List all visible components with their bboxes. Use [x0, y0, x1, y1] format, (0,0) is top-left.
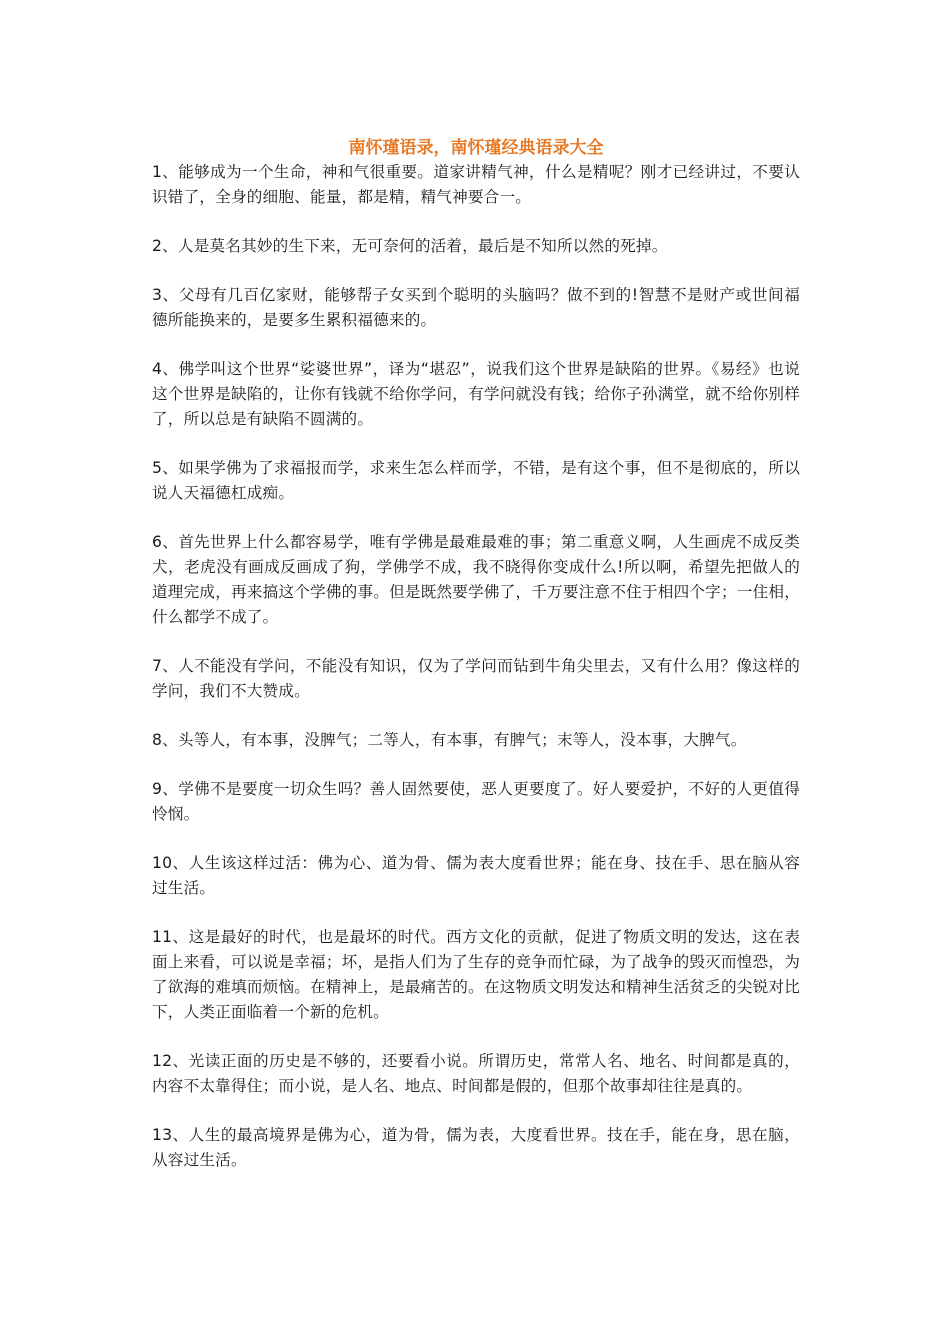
quote-2: 2、人是莫名其妙的生下来，无可奈何的活着，最后是不知所以然的死掉。	[152, 237, 668, 255]
quote-7: 7、人不能没有学问，不能没有知识，仅为了学问而钻到牛角尖里去，又有什么用？像这样的学问，我们不大赞成。	[152, 657, 800, 700]
quote-12: 12、光读正面的历史是不够的，还要看小说。所谓历史，常常人名、地名、时间都是真的，内容不太靠得住；而小说，是人名、地点、时间都是假的，但那个故事却往往是真的。	[152, 1052, 800, 1095]
quote-1: 1、能够成为一个生命，神和气很重要。道家讲精气神，什么是精呢？刚才已经讲过，不要认识错了，全身的细胞、能量，都是精，精气神要合一。	[152, 163, 800, 206]
quote-8: 8、头等人，有本事，没脾气；二等人，有本事，有脾气；末等人，没本事，大脾气。	[152, 731, 747, 749]
document-title: 南怀瑾语录，南怀瑾经典语录大全	[348, 138, 604, 158]
quote-10: 10、人生该这样过活：佛为心、道为骨、儒为表大度看世界；能在身、技在手、思在脑从容过生活。	[152, 854, 800, 897]
quote-4: 4、佛学叫这个世界“娑婆世界”，译为“堪忍”，说我们这个世界是缺陷的世界。《易经》也说这个世界是缺陷的，让你有钱就不给你学问，有学问就没有钱；给你子孙满堂，就不给你别样了，所以总是有缺陷不圆满的。	[152, 360, 800, 428]
quote-9: 9、学佛不是要度一切众生吗？善人固然要使，恶人更要度了。好人要爱护，不好的人更值得怜悯。	[152, 780, 800, 823]
quote-3: 3、父母有几百亿家财，能够帮子女买到个聪明的头脑吗？做不到的!智慧不是财产或世间福德所能换来的，是要多生累积福德来的。	[152, 286, 800, 329]
quote-6: 6、首先世界上什么都容易学，唯有学佛是最难最难的事；第二重意义啊，人生画虎不成反类犬，老虎没有画成反画成了狗，学佛学不成，我不晓得你变成什么!所以啊，希望先把做人的道理完成，再来搞这个学佛的事。但是既然要学佛了，千万要注意不住于相四个字；一住相，什么都学不成了。	[152, 533, 800, 626]
quote-5: 5、如果学佛为了求福报而学，求来生怎么样而学，不错，是有这个事，但不是彻底的，所以说人天福德杠成痴。	[152, 459, 800, 502]
quote-11: 11、这是最好的时代，也是最坏的时代。西方文化的贡献，促进了物质文明的发达，这在表面上来看，可以说是幸福；坏，是指人们为了生存的竞争而忙碌，为了战争的毁灭而惶恐，为了欲海的难填而烦恼。在精神上，是最痛苦的。在这物质文明发达和精神生活贫乏的尖锐对比下，人类正面临着一个新的危机。	[152, 928, 800, 1021]
document-page	[152, 136, 800, 1197]
quote-13: 13、人生的最高境界是佛为心，道为骨，儒为表，大度看世界。技在手，能在身，思在脑，从容过生活。	[152, 1126, 800, 1169]
